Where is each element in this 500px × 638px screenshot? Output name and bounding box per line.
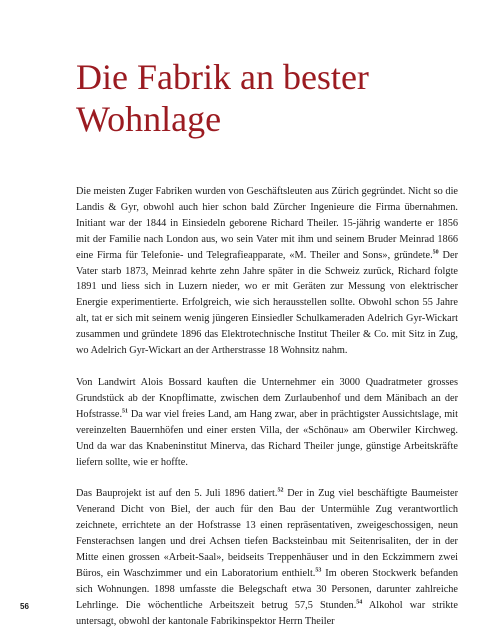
footnote-marker: 52 (277, 487, 284, 494)
paragraph-text: Da war viel freies Land, am Hang zwar, aber in prächtigster Aussichtslage, mit vereinzelten Bauernhöfen und einer ersten Villa, der «Schönau» am Oberwiler Kirchweg. Und da war das Knabeninstitut Minerva, das Richard Theiler junge, günstige Arbeitskräfte liefern sollte, wie er hoffte. (76, 408, 458, 468)
paragraph-text: Alkohol war strikte untersagt, obwohl der kantonale Fabrikinspektor Herrn Theiler (76, 599, 458, 627)
paragraph-text: Die meisten Zuger Fabriken wurden von Geschäftsleuten aus Zürich gegründet. Nicht so die Landis & Gyr, obwohl auch hier schon bald Zürcher Ingenieure die Firma übernahmen. Initiant war der 1844 in Einsiedeln geborene Richard Theiler. 15-jährig wanderte er 1856 mit der Familie nach London aus, wo sein Vater mit ihm und seinem Bruder Meinrad 1866 eine Firma für Telefonie- und Telegrafieapparate, «M. Theiler and Sons», gründete. (76, 186, 458, 261)
paragraph-text: Im oberen Stockwerk befanden sich Wohnungen. 1898 umfasste die Belegschaft etwa 30 Personen, darunter zahlreiche Lehrlinge. Die wöchentliche Arbeitszeit betrug 57,5 Stunden. (76, 567, 458, 611)
footnote-marker: 54 (356, 599, 363, 606)
chapter-title: Die Fabrik an bester Wohnlage (76, 57, 369, 139)
footnote-marker: 53 (315, 567, 322, 574)
paragraph-text: Das Bauprojekt ist auf den 5. Juli 1896 datiert. (76, 488, 278, 500)
paragraph (76, 486, 458, 629)
paragraph (76, 375, 458, 470)
body-text (76, 184, 458, 630)
paragraph-text: Von Landwirt Alois Bossard kauften die Unternehmer ein 3000 Quadratmeter grosses Grundstück ab der Knopflimatte, zwischen dem Zurlaubenhof und dem Mänibach an der Hofstrasse. (76, 376, 458, 420)
page-number: 56 (20, 602, 29, 611)
paragraph-text: Der in Zug viel beschäftigte Baumeister Venerand Dicht von Biel, der auch für den Bau der Untermühle Zug verantwortlich zeichnete, errichtete an der Hofstrasse 13 einen repräsentativen, zweigeschossigen, neun Fensterachsen langen und drei Achsen tiefen Backsteinbau mit Seitenrisaliten, der in der Mitte einen grossen «Arbeit-Saal», beidseits Treppenhäuser und in den Eckzimmern zwei Büros, ein Waschzimmer und ein Laboratorium enthielt. (76, 488, 458, 579)
footnote-marker: 51 (122, 408, 129, 415)
paragraph-text: Der Vater starb 1873, Meinrad kehrte zehn Jahre später in die Schweiz zurück, Richard folgte 1891 und liess sich in Luzern nieder, wo er mit Geräten zur Messung von elektrischer Energie experimentierte. Erfolgreich, wie sich herausstellen sollte. Obwohl schon 55 Jahre alt, tat er sich mit seinem wenig jüngeren Einsiedler Schulkameraden Adelrich Gyr-Wickart zusammen und gründete 1896 das Elektrotechnische Institut Theiler & Co. mit Sitz in Zug, wo Adelrich Gyr-Wickart an der Artherstrasse 18 Wohnsitz nahm. (76, 249, 458, 357)
footnote-marker: 50 (432, 249, 439, 256)
paragraph (76, 184, 458, 359)
